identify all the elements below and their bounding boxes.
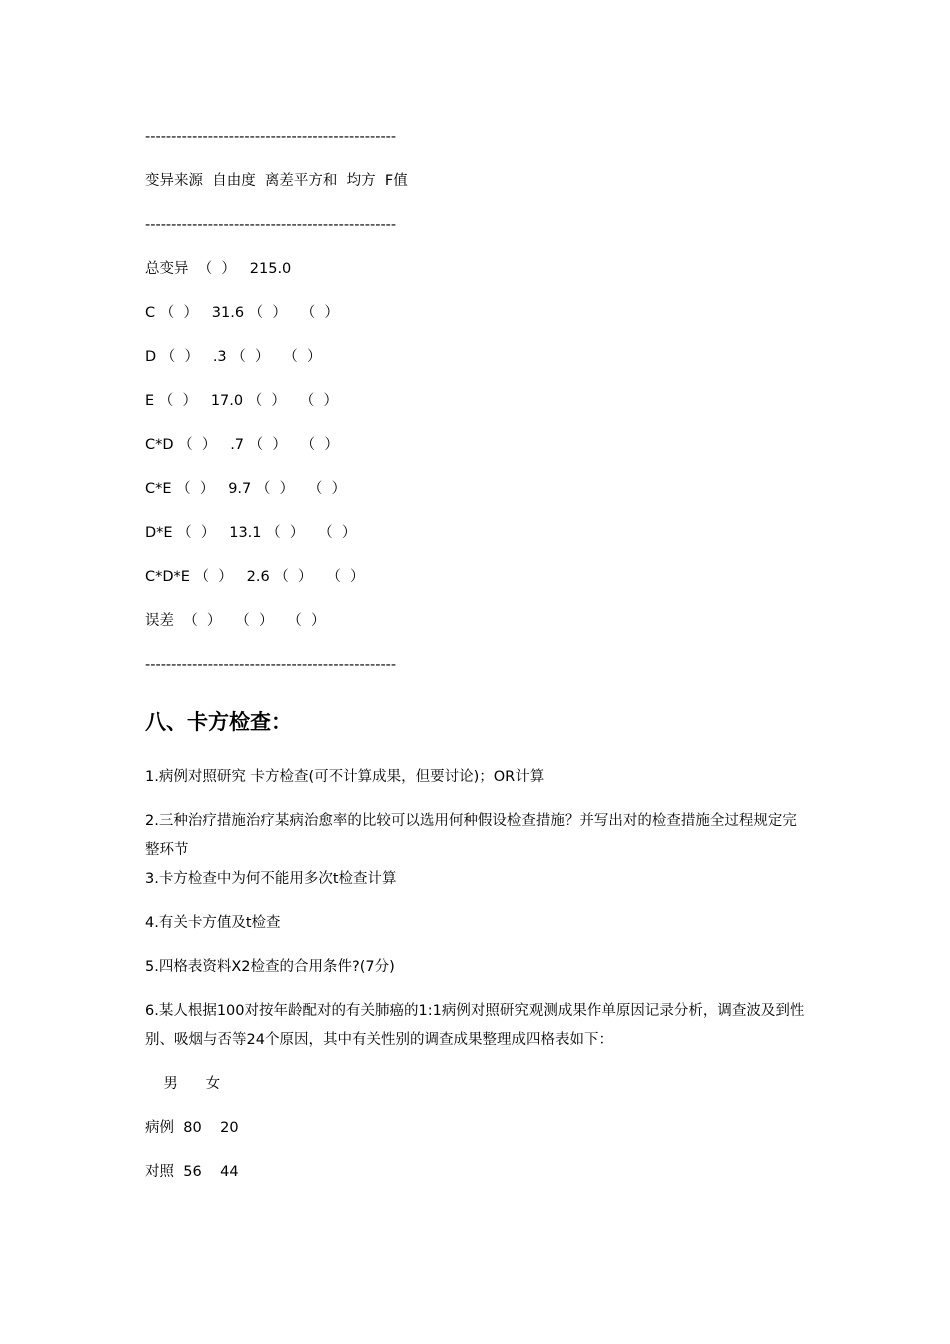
question-2: 2.三种治疗措施治疗某病治愈率的比较可以选用何种假设检查措施？并写出对的检查措施全过程规定完整环节 <box>145 813 797 858</box>
anova-row-c: C （ ） 31.6 （ ） （ ） <box>145 305 339 321</box>
table-rule-bottom: ------------------------------------------------ <box>145 657 397 673</box>
question-6: 6.某人根据100对按年龄配对的有关肺癌的1:1病例对照研究观测成果作单原因记录分析，调查波及到性别、吸烟与否等24个原因，其中有关性别的调查成果整理成四格表如下： <box>145 1003 805 1048</box>
anova-header: 变异来源 自由度 离差平方和 均方 F值 <box>145 173 408 189</box>
question-3: 3.卡方检查中为何不能用多次t检查计算 <box>145 871 397 887</box>
anova-row-cd: C*D （ ） .7 （ ） （ ） <box>145 437 339 453</box>
contingency-row-control: 对照 56 44 <box>145 1164 239 1180</box>
contingency-header: 男 女 <box>145 1076 221 1092</box>
anova-row-error: 误差 （ ） （ ） （ ） <box>145 613 326 629</box>
anova-row-total: 总变异 （ ） 215.0 <box>145 261 292 277</box>
anova-row-ce: C*E （ ） 9.7 （ ） （ ） <box>145 481 347 497</box>
anova-row-d: D （ ） .3 （ ） （ ） <box>145 349 322 365</box>
anova-row-e: E （ ） 17.0 （ ） （ ） <box>145 393 338 409</box>
table-rule-mid: ------------------------------------------------ <box>145 217 397 233</box>
section-heading: 八、卡方检查： <box>145 710 292 734</box>
anova-row-de: D*E （ ） 13.1 （ ） （ ） <box>145 525 357 541</box>
question-5: 5.四格表资料X2检查的合用条件?(7分) <box>145 959 395 975</box>
anova-row-cde: C*D*E （ ） 2.6 （ ） （ ） <box>145 569 365 585</box>
table-rule-top: ------------------------------------------------ <box>145 129 397 145</box>
contingency-row-case: 病例 80 20 <box>145 1120 239 1136</box>
question-4: 4.有关卡方值及t检查 <box>145 915 281 931</box>
question-1: 1.病例对照研究 卡方检查(可不计算成果，但要讨论)；OR计算 <box>145 769 545 785</box>
